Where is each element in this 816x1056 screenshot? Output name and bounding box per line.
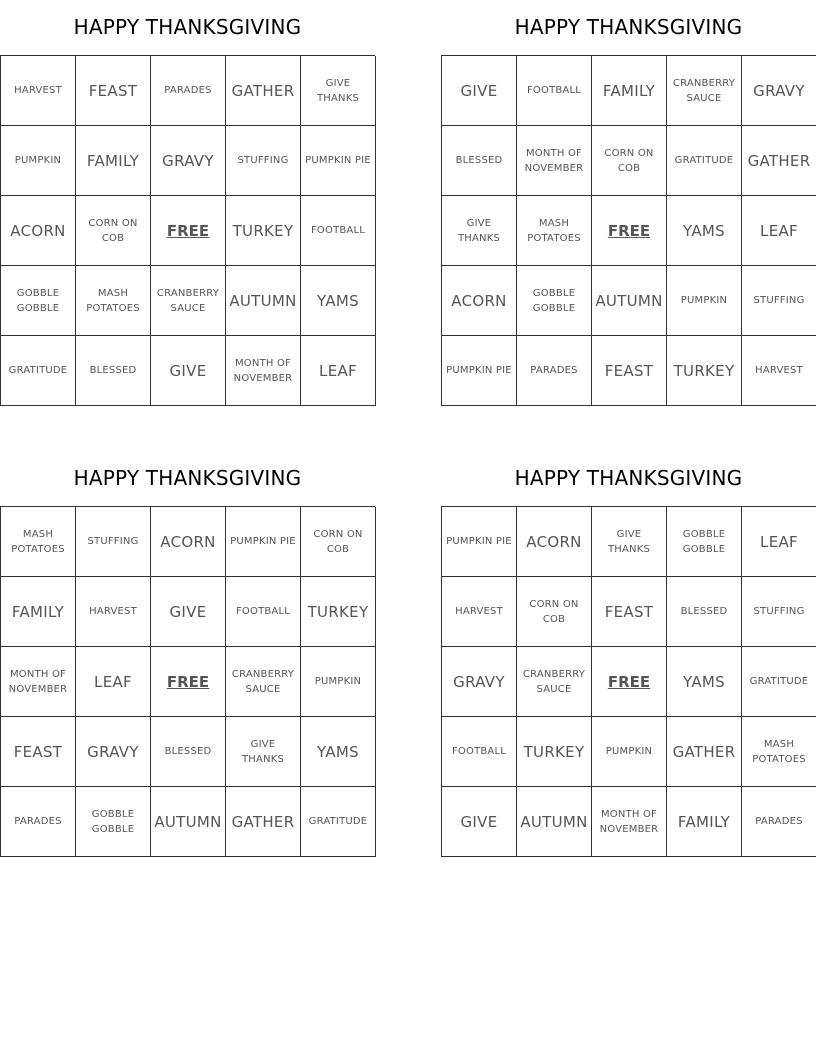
bingo-cell: FEAST bbox=[592, 577, 667, 647]
bingo-cell: GOBBLE GOBBLE bbox=[667, 507, 742, 577]
bingo-cell: PUMPKIN PIE bbox=[442, 507, 517, 577]
bingo-cell: GIVE bbox=[442, 787, 517, 857]
bingo-cell: FEAST bbox=[592, 336, 667, 406]
bingo-cell: TURKEY bbox=[226, 196, 301, 266]
bingo-cell: FAMILY bbox=[667, 787, 742, 857]
bingo-cell: GATHER bbox=[667, 717, 742, 787]
free-space: FREE bbox=[592, 196, 667, 266]
bingo-cell: GIVE bbox=[151, 336, 226, 406]
bingo-cell: HARVEST bbox=[442, 577, 517, 647]
bingo-cell: GRAVY bbox=[442, 647, 517, 717]
bingo-cell: FOOTBALL bbox=[442, 717, 517, 787]
bingo-cell: YAMS bbox=[667, 647, 742, 717]
bingo-cell: PARADES bbox=[1, 787, 76, 857]
free-space: FREE bbox=[592, 647, 667, 717]
bingo-cell: GATHER bbox=[226, 56, 301, 126]
bingo-cell: FOOTBALL bbox=[301, 196, 376, 266]
bingo-cell: LEAF bbox=[76, 647, 151, 717]
free-space: FREE bbox=[151, 196, 226, 266]
bingo-cell: LEAF bbox=[742, 507, 816, 577]
bingo-cell: FAMILY bbox=[1, 577, 76, 647]
bingo-cell: CORN ON COB bbox=[301, 507, 376, 577]
bingo-cell: CRANBERRY SAUCE bbox=[151, 266, 226, 336]
bingo-cell: GIVE THANKS bbox=[226, 717, 301, 787]
bingo-cell: GATHER bbox=[226, 787, 301, 857]
bingo-cell: STUFFING bbox=[742, 266, 816, 336]
bingo-cell: CRANBERRY SAUCE bbox=[226, 647, 301, 717]
bingo-cell: PUMPKIN bbox=[592, 717, 667, 787]
card-title: HAPPY THANKSGIVING bbox=[73, 15, 302, 39]
bingo-cell: MONTH OF NOVEMBER bbox=[1, 647, 76, 717]
bingo-cell: GIVE bbox=[151, 577, 226, 647]
bingo-cell: PUMPKIN PIE bbox=[226, 507, 301, 577]
bingo-cell: CRANBERRY SAUCE bbox=[667, 56, 742, 126]
bingo-cell: TURKEY bbox=[517, 717, 592, 787]
bingo-cell: HARVEST bbox=[1, 56, 76, 126]
bingo-cell: AUTUMN bbox=[151, 787, 226, 857]
bingo-cell: PUMPKIN bbox=[667, 266, 742, 336]
bingo-cell: BLESSED bbox=[667, 577, 742, 647]
bingo-cell: CRANBERRY SAUCE bbox=[517, 647, 592, 717]
bingo-cell: AUTUMN bbox=[592, 266, 667, 336]
bingo-cell: HARVEST bbox=[76, 577, 151, 647]
bingo-cell: STUFFING bbox=[76, 507, 151, 577]
bingo-cell: FAMILY bbox=[592, 56, 667, 126]
bingo-cell: GOBBLE GOBBLE bbox=[517, 266, 592, 336]
bingo-cell: AUTUMN bbox=[517, 787, 592, 857]
bingo-cell: BLESSED bbox=[151, 717, 226, 787]
bingo-grid bbox=[0, 506, 375, 857]
bingo-cell: CORN ON COB bbox=[592, 126, 667, 196]
bingo-cell: GRAVY bbox=[151, 126, 226, 196]
bingo-cell: FAMILY bbox=[76, 126, 151, 196]
card-title: HAPPY THANKSGIVING bbox=[73, 466, 302, 490]
bingo-cell: TURKEY bbox=[667, 336, 742, 406]
bingo-cell: GIVE bbox=[442, 56, 517, 126]
bingo-cell: CORN ON COB bbox=[517, 577, 592, 647]
bingo-cell: STUFFING bbox=[742, 577, 816, 647]
bingo-cell: YAMS bbox=[667, 196, 742, 266]
bingo-cell: PUMPKIN bbox=[301, 647, 376, 717]
free-space: FREE bbox=[151, 647, 226, 717]
bingo-cell: FOOTBALL bbox=[226, 577, 301, 647]
bingo-cell: LEAF bbox=[742, 196, 816, 266]
bingo-cell: GATHER bbox=[742, 126, 816, 196]
bingo-cell: YAMS bbox=[301, 717, 376, 787]
bingo-cell: ACORN bbox=[151, 507, 226, 577]
bingo-cell: GOBBLE GOBBLE bbox=[76, 787, 151, 857]
bingo-card-3 bbox=[0, 451, 375, 835]
bingo-cell: MONTH OF NOVEMBER bbox=[517, 126, 592, 196]
bingo-card-4 bbox=[441, 451, 816, 835]
bingo-cell: STUFFING bbox=[226, 126, 301, 196]
bingo-cell: FEAST bbox=[1, 717, 76, 787]
bingo-cell: TURKEY bbox=[301, 577, 376, 647]
bingo-cell: HARVEST bbox=[742, 336, 816, 406]
bingo-cell: GIVE THANKS bbox=[592, 507, 667, 577]
bingo-cell: YAMS bbox=[301, 266, 376, 336]
bingo-cell: BLESSED bbox=[442, 126, 517, 196]
bingo-cell: GIVE THANKS bbox=[442, 196, 517, 266]
bingo-cell: GRATITUDE bbox=[301, 787, 376, 857]
bingo-cell: FOOTBALL bbox=[517, 56, 592, 126]
bingo-cell: LEAF bbox=[301, 336, 376, 406]
bingo-cell: PARADES bbox=[151, 56, 226, 126]
bingo-grid bbox=[441, 55, 816, 406]
bingo-cell: MONTH OF NOVEMBER bbox=[226, 336, 301, 406]
bingo-cell: PARADES bbox=[742, 787, 816, 857]
bingo-cell: ACORN bbox=[1, 196, 76, 266]
bingo-cell: GRAVY bbox=[742, 56, 816, 126]
bingo-cell: CORN ON COB bbox=[76, 196, 151, 266]
bingo-cell: GIVE THANKS bbox=[301, 56, 376, 126]
bingo-cell: GRATITUDE bbox=[742, 647, 816, 717]
bingo-cell: PUMPKIN bbox=[1, 126, 76, 196]
bingo-cell: ACORN bbox=[517, 507, 592, 577]
bingo-grid bbox=[0, 55, 375, 406]
bingo-card-1 bbox=[0, 0, 375, 384]
bingo-cell: MASH POTATOES bbox=[742, 717, 816, 787]
bingo-grid bbox=[441, 506, 816, 857]
card-title: HAPPY THANKSGIVING bbox=[514, 466, 743, 490]
bingo-cell: PUMPKIN PIE bbox=[442, 336, 517, 406]
bingo-cell: MASH POTATOES bbox=[1, 507, 76, 577]
bingo-cell: PUMPKIN PIE bbox=[301, 126, 376, 196]
bingo-cell: BLESSED bbox=[76, 336, 151, 406]
bingo-cell: PARADES bbox=[517, 336, 592, 406]
bingo-cell: GRAVY bbox=[76, 717, 151, 787]
bingo-card-2 bbox=[441, 0, 816, 380]
bingo-cell: MASH POTATOES bbox=[517, 196, 592, 266]
bingo-cell: MONTH OF NOVEMBER bbox=[592, 787, 667, 857]
bingo-cell: AUTUMN bbox=[226, 266, 301, 336]
bingo-cell: GRATITUDE bbox=[667, 126, 742, 196]
bingo-cell: ACORN bbox=[442, 266, 517, 336]
card-title: HAPPY THANKSGIVING bbox=[514, 15, 743, 39]
bingo-cell: MASH POTATOES bbox=[76, 266, 151, 336]
bingo-cell: GRATITUDE bbox=[1, 336, 76, 406]
bingo-cell: GOBBLE GOBBLE bbox=[1, 266, 76, 336]
bingo-cell: FEAST bbox=[76, 56, 151, 126]
